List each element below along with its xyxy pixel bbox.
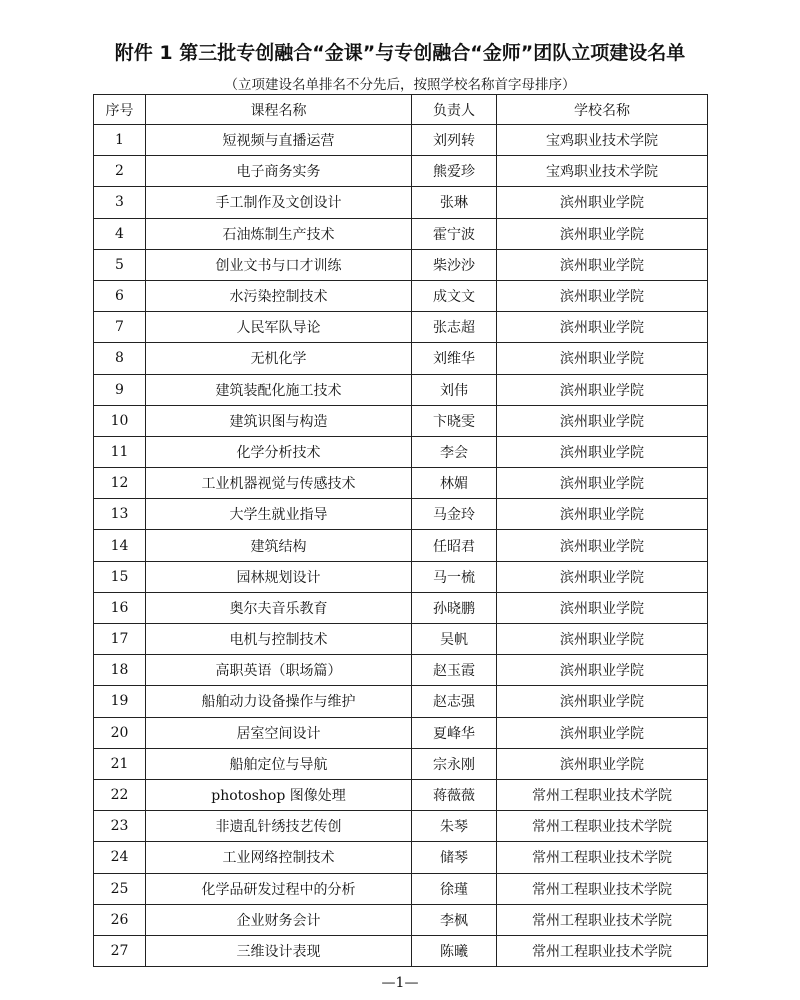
cell-index: 22	[94, 779, 146, 810]
header-owner: 负责人	[412, 95, 497, 125]
cell-owner: 卞晓雯	[412, 405, 497, 436]
table-row	[94, 873, 708, 904]
cell-index: 1	[94, 125, 146, 156]
cell-index: 27	[94, 935, 146, 966]
cell-index: 21	[94, 748, 146, 779]
cell-owner: 陈曦	[412, 935, 497, 966]
table-row	[94, 374, 708, 405]
cell-owner: 张志超	[412, 312, 497, 343]
cell-school-name: 常州工程职业技术学院	[497, 811, 708, 842]
document-subtitle: （立项建设名单排名不分先后，按照学校名称首字母排序）	[224, 77, 576, 93]
cell-course-name: 创业文书与口才训练	[146, 249, 412, 280]
cell-index: 15	[94, 561, 146, 592]
table-row	[94, 748, 708, 779]
cell-course-name: 手工制作及文创设计	[146, 187, 412, 218]
roster-table	[93, 94, 708, 967]
table-row	[94, 655, 708, 686]
cell-owner: 霍宁波	[412, 218, 497, 249]
table-row	[94, 779, 708, 810]
table-row	[94, 436, 708, 467]
cell-course-name: 非遗乱针绣技艺传创	[146, 811, 412, 842]
cell-course-name: 无机化学	[146, 343, 412, 374]
cell-owner: 刘维华	[412, 343, 497, 374]
cell-owner: 马一梳	[412, 561, 497, 592]
table-row	[94, 904, 708, 935]
cell-owner: 孙晓鹏	[412, 592, 497, 623]
cell-owner: 林媚	[412, 468, 497, 499]
cell-index: 17	[94, 624, 146, 655]
cell-index: 4	[94, 218, 146, 249]
cell-course-name: 大学生就业指导	[146, 499, 412, 530]
cell-school-name: 宝鸡职业技术学院	[497, 156, 708, 187]
table-row	[94, 280, 708, 311]
cell-owner: 宗永刚	[412, 748, 497, 779]
cell-school-name: 滨州职业学院	[497, 218, 708, 249]
table-row	[94, 499, 708, 530]
cell-index: 23	[94, 811, 146, 842]
cell-school-name: 常州工程职业技术学院	[497, 842, 708, 873]
cell-index: 14	[94, 530, 146, 561]
cell-school-name: 滨州职业学院	[497, 468, 708, 499]
cell-owner: 刘列转	[412, 125, 497, 156]
cell-course-name: 化学品研发过程中的分析	[146, 873, 412, 904]
cell-course-name: 水污染控制技术	[146, 280, 412, 311]
cell-school-name: 滨州职业学院	[497, 187, 708, 218]
cell-index: 10	[94, 405, 146, 436]
cell-index: 8	[94, 343, 146, 374]
cell-school-name: 宝鸡职业技术学院	[497, 125, 708, 156]
cell-owner: 熊爱珍	[412, 156, 497, 187]
cell-school-name: 常州工程职业技术学院	[497, 904, 708, 935]
document-title: 附件 1 第三批专创融合“金课”与专创融合“金师”团队立项建设名单	[114, 42, 686, 64]
cell-index: 18	[94, 655, 146, 686]
cell-course-name: 企业财务会计	[146, 904, 412, 935]
cell-owner: 赵玉霞	[412, 655, 497, 686]
cell-course-name: 高职英语（职场篇）	[146, 655, 412, 686]
cell-index: 7	[94, 312, 146, 343]
table-row	[94, 125, 708, 156]
cell-course-name: 化学分析技术	[146, 436, 412, 467]
cell-owner: 李枫	[412, 904, 497, 935]
cell-course-name: 人民军队导论	[146, 312, 412, 343]
table-row	[94, 530, 708, 561]
cell-course-name: 奥尔夫音乐教育	[146, 592, 412, 623]
cell-course-name: 短视频与直播运营	[146, 125, 412, 156]
table-row	[94, 218, 708, 249]
cell-course-name: photoshop 图像处理	[146, 779, 412, 810]
table-row	[94, 592, 708, 623]
page-number: —1—	[381, 975, 419, 991]
cell-owner: 张琳	[412, 187, 497, 218]
cell-index: 9	[94, 374, 146, 405]
cell-course-name: 居室空间设计	[146, 717, 412, 748]
header-course-name: 课程名称	[146, 95, 412, 125]
cell-index: 24	[94, 842, 146, 873]
cell-owner: 李会	[412, 436, 497, 467]
cell-school-name: 滨州职业学院	[497, 592, 708, 623]
header-school-name: 学校名称	[497, 95, 708, 125]
cell-index: 11	[94, 436, 146, 467]
table-header-row	[94, 95, 708, 125]
cell-school-name: 常州工程职业技术学院	[497, 935, 708, 966]
cell-school-name: 滨州职业学院	[497, 624, 708, 655]
cell-course-name: 船舶定位与导航	[146, 748, 412, 779]
table-row	[94, 686, 708, 717]
cell-school-name: 滨州职业学院	[497, 561, 708, 592]
cell-index: 13	[94, 499, 146, 530]
cell-owner: 马金玲	[412, 499, 497, 530]
cell-course-name: 工业机器视觉与传感技术	[146, 468, 412, 499]
cell-index: 3	[94, 187, 146, 218]
cell-course-name: 工业网络控制技术	[146, 842, 412, 873]
cell-owner: 吴帆	[412, 624, 497, 655]
table-row	[94, 343, 708, 374]
cell-course-name: 建筑识图与构造	[146, 405, 412, 436]
table-row	[94, 187, 708, 218]
cell-owner: 朱琴	[412, 811, 497, 842]
cell-school-name: 滨州职业学院	[497, 343, 708, 374]
table-body	[94, 125, 708, 967]
cell-course-name: 石油炼制生产技术	[146, 218, 412, 249]
cell-school-name: 滨州职业学院	[497, 280, 708, 311]
table-row	[94, 842, 708, 873]
cell-index: 19	[94, 686, 146, 717]
cell-school-name: 滨州职业学院	[497, 717, 708, 748]
cell-owner: 蒋薇薇	[412, 779, 497, 810]
cell-owner: 徐瑾	[412, 873, 497, 904]
cell-index: 6	[94, 280, 146, 311]
cell-course-name: 电子商务实务	[146, 156, 412, 187]
cell-owner: 成文文	[412, 280, 497, 311]
cell-index: 5	[94, 249, 146, 280]
cell-owner: 刘伟	[412, 374, 497, 405]
cell-course-name: 三维设计表现	[146, 935, 412, 966]
cell-school-name: 滨州职业学院	[497, 499, 708, 530]
cell-index: 20	[94, 717, 146, 748]
table-row	[94, 935, 708, 966]
cell-index: 26	[94, 904, 146, 935]
cell-course-name: 船舶动力设备操作与维护	[146, 686, 412, 717]
table-row	[94, 624, 708, 655]
cell-school-name: 滨州职业学院	[497, 374, 708, 405]
cell-index: 2	[94, 156, 146, 187]
table-row	[94, 717, 708, 748]
cell-course-name: 园林规划设计	[146, 561, 412, 592]
cell-school-name: 滨州职业学院	[497, 249, 708, 280]
cell-course-name: 电机与控制技术	[146, 624, 412, 655]
cell-owner: 赵志强	[412, 686, 497, 717]
cell-school-name: 滨州职业学院	[497, 312, 708, 343]
cell-owner: 柴沙沙	[412, 249, 497, 280]
table-row	[94, 249, 708, 280]
table-row	[94, 405, 708, 436]
cell-school-name: 常州工程职业技术学院	[497, 873, 708, 904]
cell-owner: 任昭君	[412, 530, 497, 561]
table-row	[94, 156, 708, 187]
cell-school-name: 常州工程职业技术学院	[497, 779, 708, 810]
cell-course-name: 建筑结构	[146, 530, 412, 561]
cell-index: 12	[94, 468, 146, 499]
table-row	[94, 468, 708, 499]
cell-school-name: 滨州职业学院	[497, 655, 708, 686]
cell-index: 16	[94, 592, 146, 623]
cell-school-name: 滨州职业学院	[497, 748, 708, 779]
cell-school-name: 滨州职业学院	[497, 436, 708, 467]
header-index: 序号	[94, 95, 146, 125]
cell-course-name: 建筑装配化施工技术	[146, 374, 412, 405]
cell-index: 25	[94, 873, 146, 904]
cell-owner: 夏峰华	[412, 717, 497, 748]
table-row	[94, 561, 708, 592]
cell-owner: 储琴	[412, 842, 497, 873]
cell-school-name: 滨州职业学院	[497, 530, 708, 561]
cell-school-name: 滨州职业学院	[497, 405, 708, 436]
cell-school-name: 滨州职业学院	[497, 686, 708, 717]
table-row	[94, 811, 708, 842]
table-row	[94, 312, 708, 343]
